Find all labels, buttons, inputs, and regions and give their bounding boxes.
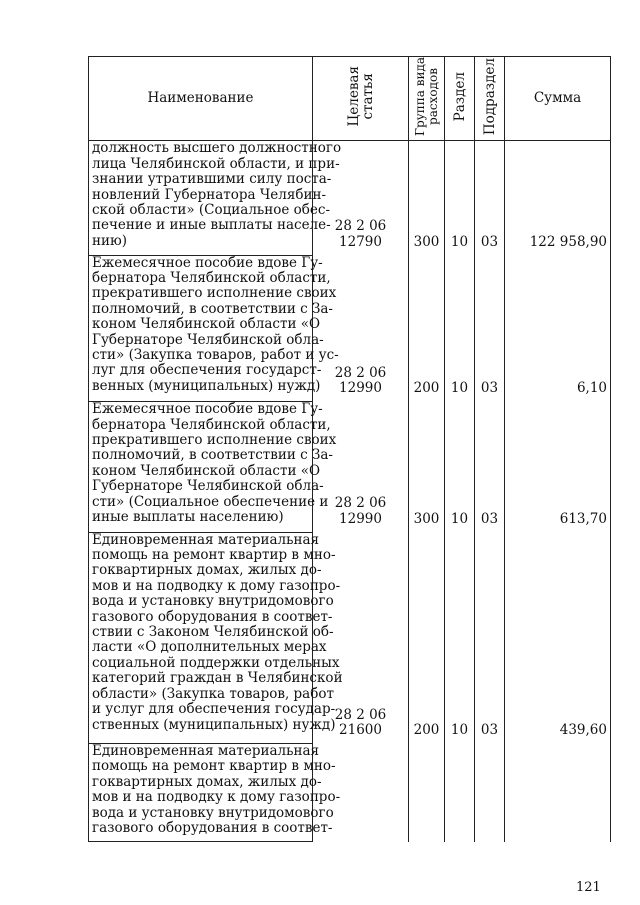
row-code: 28 2 06 12790 (313, 141, 409, 255)
row-name (89, 140, 342, 255)
row-name-line: ствии с Законом Челябинской об- (92, 624, 334, 641)
row-name-line: и услуг для обеспечения государ- (92, 701, 336, 718)
row-sum: 122 958,90 (505, 141, 611, 255)
budget-table (88, 56, 611, 842)
row-name (89, 742, 341, 841)
header-section: Раздел (445, 57, 475, 141)
row-section: 10 (445, 532, 475, 743)
header-subsection: Подраздел (475, 57, 505, 141)
row-subsection: 03 (475, 141, 505, 255)
row-name (89, 254, 339, 402)
row-name-line: нию) (92, 232, 128, 249)
row-name-line: помощь на ремонт квартир в мно- (92, 547, 336, 564)
row-name-line: новлений Губернатора Челябин- (92, 186, 327, 203)
row-name-line: лица Челябинской области, и при- (92, 155, 340, 172)
row-group: 300 (409, 402, 445, 532)
row-name-line: вода и установку внутридомового (92, 804, 334, 821)
row-group (409, 743, 445, 841)
row-name-line: печение и иные выплаты населе- (92, 217, 331, 234)
row-name-line: социальной поддержки отдельных (92, 654, 340, 671)
row-group: 200 (409, 532, 445, 743)
page-number: 121 (576, 880, 601, 895)
row-subsection (475, 743, 505, 841)
row-name-line: коном Челябинской области «О (92, 462, 321, 479)
row-name-line: мов и на подводку к дому газопро- (92, 789, 341, 806)
row-name-line: мов и на подводку к дому газопро- (92, 577, 341, 594)
header-sum: Сумма (505, 57, 611, 141)
row-section: 10 (445, 141, 475, 255)
table-row (89, 141, 611, 255)
row-name-line: газового оборудования в соответ- (92, 819, 333, 836)
table-row (89, 743, 611, 841)
row-sum (505, 743, 611, 841)
row-name-line: ственных (муниципальных) нужд) (92, 716, 336, 733)
row-name-line: ской области» (Социальное обес- (92, 201, 331, 218)
row-name-line: сти» (Закупка товаров, работ и ус- (92, 347, 339, 364)
row-name-line: вода и установку внутридомового (92, 593, 334, 610)
row-name-line: категорий граждан в Челябинской (92, 670, 343, 687)
row-name-line: газового оборудования в соответ- (92, 608, 333, 625)
row-name-line: знании утратившими силу поста- (92, 171, 332, 188)
row-section: 10 (445, 402, 475, 532)
header-target-article: Целевая статья (313, 57, 409, 141)
row-name-line: прекратившего исполнение своих (92, 285, 337, 302)
row-group: 300 (409, 141, 445, 255)
row-name-line: должность высшего должностного (92, 140, 342, 157)
row-sum: 439,60 (505, 532, 611, 743)
row-name-line: коном Челябинской области «О (92, 316, 321, 333)
row-name-line: прекратившего исполнение своих (92, 432, 337, 449)
row-name-line: иные выплаты населению) (92, 509, 284, 526)
row-name-line: бернатора Челябинской области, (92, 270, 331, 287)
header-expense-group: Группа вида расходов (409, 57, 445, 141)
table-row (89, 255, 611, 402)
row-subsection: 03 (475, 402, 505, 532)
row-name-line: помощь на ремонт квартир в мно- (92, 758, 336, 775)
table-row (89, 532, 611, 743)
row-subsection: 03 (475, 532, 505, 743)
row-name-line: Единовременная материальная (92, 531, 320, 548)
row-section (445, 743, 475, 841)
row-name-line: полномочий, в соответствии с За- (92, 300, 333, 317)
row-name-line: Ежемесячное пособие вдове Гу- (92, 254, 323, 271)
row-name (89, 401, 337, 532)
row-name-line: полномочий, в соответствии с За- (92, 447, 333, 464)
row-subsection: 03 (475, 255, 505, 402)
row-name-line: бернатора Челябинской области, (92, 416, 331, 433)
row-name-line: области» (Закупка товаров, работ (92, 685, 334, 702)
row-code: 28 2 06 12990 (313, 255, 409, 402)
row-name-line: гоквартирных домах, жилых до- (92, 773, 322, 790)
row-name-line: Губернаторе Челябинской обла- (92, 478, 324, 495)
table-row (89, 402, 611, 532)
row-name-line: Единовременная материальная (92, 742, 320, 759)
row-name-line: венных (муниципальных) нужд) (92, 377, 321, 394)
row-group: 200 (409, 255, 445, 402)
row-section: 10 (445, 255, 475, 402)
row-name-line: ласти «О дополнительных мерах (92, 639, 327, 656)
row-sum: 613,70 (505, 402, 611, 532)
row-name-line: сти» (Социальное обеспечение и (92, 493, 329, 510)
header-name: Наименование (89, 57, 313, 141)
row-name-line: Губернаторе Челябинской обла- (92, 331, 324, 348)
row-name-line: гоквартирных домах, жилых до- (92, 562, 322, 579)
row-name-line: луг для обеспечения государст- (92, 362, 322, 379)
row-sum: 6,10 (505, 255, 611, 402)
header-row (89, 57, 611, 141)
row-name-line: Ежемесячное пособие вдове Гу- (92, 401, 323, 418)
row-code: 28 2 06 12990 (313, 402, 409, 532)
row-name (89, 531, 343, 743)
row-code: 28 2 06 21600 (313, 532, 409, 743)
